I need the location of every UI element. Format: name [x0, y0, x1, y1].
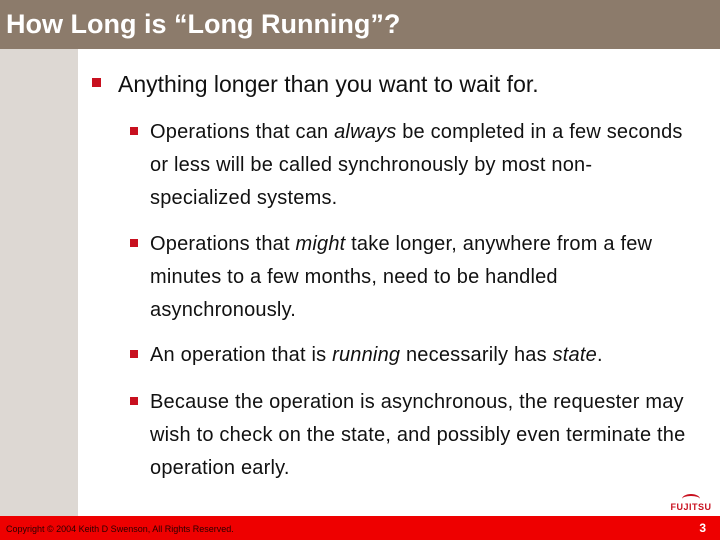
slide-title: How Long is “Long Running”? — [6, 9, 401, 39]
sub-bullet-item — [130, 116, 690, 215]
square-bullet-icon — [92, 78, 101, 87]
sub-bullet-item — [130, 228, 690, 327]
fujitsu-logo — [670, 494, 712, 514]
square-bullet-icon — [130, 127, 138, 135]
page-number: 3 — [699, 521, 706, 535]
sub-bullet-item — [130, 339, 690, 372]
footer-bar — [0, 516, 720, 540]
main-bullet-item — [92, 70, 692, 98]
sub-bullet-item — [130, 386, 690, 485]
sub-bullet-text: Because the operation is asynchronous, the requester may wish to check on the state, and possibly even terminate the operation early. — [150, 391, 686, 479]
sub-bullet-text: Operations that can always be completed in a few seconds or less will be called synchronously by most non-specialized systems. — [150, 121, 683, 209]
sub-bullet-text: Operations that might take longer, anywhere from a few minutes to a few months, need to be handled asynchronously. — [150, 233, 653, 321]
logo-wordmark: FUJITSU — [670, 502, 712, 512]
square-bullet-icon — [130, 239, 138, 247]
square-bullet-icon — [130, 397, 138, 405]
copyright-text: Copyright © 2004 Keith D Swenson, All Rights Reserved. — [6, 524, 234, 534]
main-bullet-text: Anything longer than you want to wait for. — [118, 71, 539, 97]
square-bullet-icon — [130, 350, 138, 358]
sub-bullet-text: An operation that is running necessarily has state. — [150, 344, 603, 366]
